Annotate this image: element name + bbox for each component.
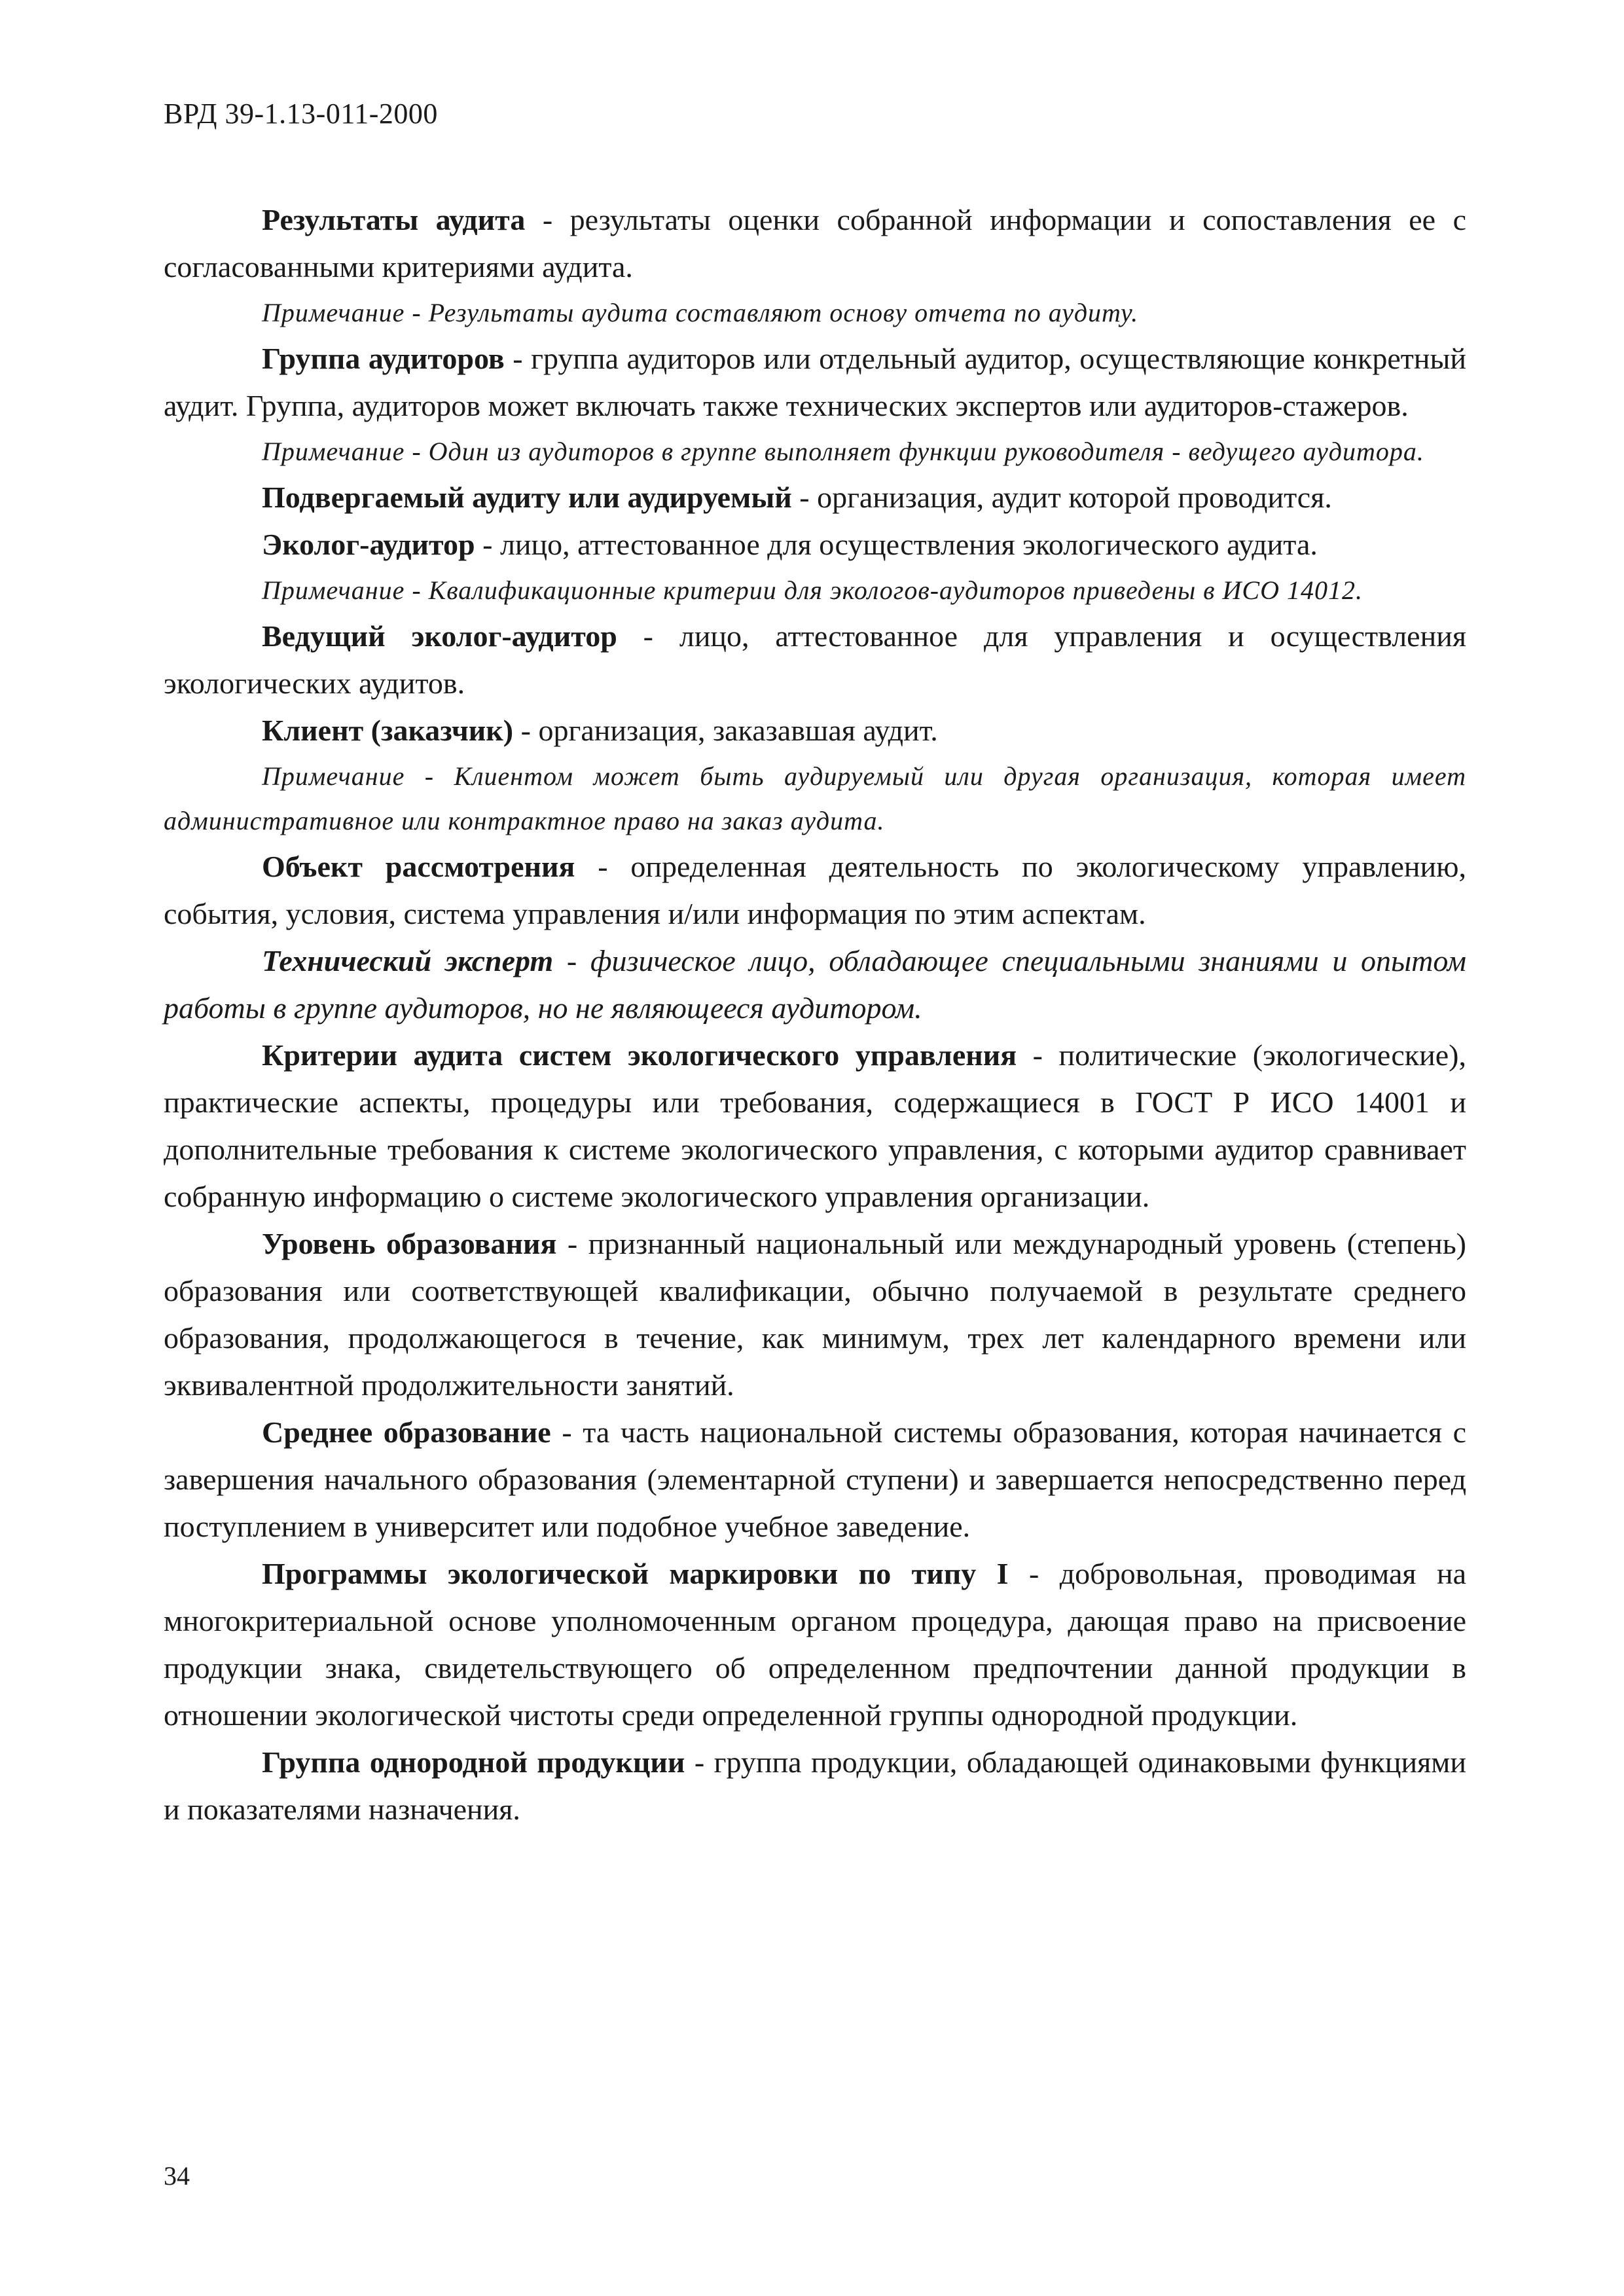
term: Группа однородной продукции (262, 1745, 685, 1779)
note-paragraph: Примечание - Один из аудиторов в группе выполняет функции руководителя - ведущего аудитора. (262, 437, 1424, 466)
document-body (164, 196, 1466, 1833)
term: Результаты аудита (262, 203, 526, 236)
term: Технический эксперт (262, 944, 554, 977)
page-number: 34 (164, 2161, 190, 2191)
definition-paragraph (164, 707, 1466, 754)
definition-paragraph (164, 474, 1466, 521)
definition-text: - группа продукции, обладающей одинаковыми функциями и показателями назначения. (164, 1745, 1466, 1826)
term: Уровень образования (262, 1227, 557, 1260)
term: Программы экологической маркировки по типу I (262, 1557, 1009, 1590)
definition-paragraph (164, 1409, 1466, 1550)
definition-paragraph (164, 613, 1466, 707)
definition-text: - политические (экологические), практические аспекты, процедуры или требования, содержащиеся в ГОСТ Р ИСО 14001 и дополнительные требования к системе экологического управления, с которыми аудитор сравнивает собранную информацию о системе экологического управления организации. (164, 1038, 1467, 1213)
definition-text: - физическое лицо, обладающее специальными знаниями и опытом работы в группе аудиторов, но не являющееся аудитором. (164, 944, 1467, 1025)
definition-paragraph (164, 521, 1466, 568)
term: Среднее образование (262, 1415, 551, 1449)
term: Клиент (заказчик) (262, 714, 514, 747)
note-paragraph: Примечание - Квалификационные критерии для экологов-аудиторов приведены в ИСО 14012. (262, 575, 1363, 605)
definition-text: - организация, аудит которой проводится. (791, 481, 1332, 514)
definition-text: - определенная деятельность по экологическому управлению, события, условия, система управления и/или информация по этим аспектам. (164, 850, 1466, 930)
term: Эколог-аудитор (262, 528, 475, 561)
definition-paragraph (164, 1739, 1466, 1833)
definition-text: - лицо, аттестованное для управления и осуществления экологических аудитов. (164, 619, 1466, 700)
note-paragraph: Примечание - Результаты аудита составляют основу отчета по аудиту. (262, 298, 1139, 327)
definition-paragraph (164, 938, 1466, 1032)
definition-paragraph (164, 843, 1466, 938)
definition-paragraph (164, 335, 1466, 429)
term: Группа аудиторов (262, 342, 505, 375)
definition-paragraph (164, 1220, 1466, 1409)
definition-text: - добровольная, проводимая на многокритериальной основе уполномоченным органом процедура, дающая право на присвоение продукции знака, свидетельствующего об определенном предпочтении данной продукции в отношении экологической чистоты среди определенной группы однородной продукции. (164, 1557, 1466, 1732)
document-code: ВРД 39-1.13-011-2000 (164, 98, 438, 130)
definition-text: - организация, заказавшая аудит. (513, 714, 938, 747)
definition-text: - лицо, аттестованное для осуществления экологического аудита. (475, 528, 1318, 561)
term: Критерии аудита систем экологического управления (262, 1038, 1017, 1072)
definition-text: - та часть национальной системы образования, которая начинается с завершения начального образования (элементарной ступени) и завершается непосредственно перед поступлением в университет или подобное учебное заведение. (164, 1415, 1466, 1543)
definition-text: - признанный национальный или международный уровень (степень) образования или соответствующей квалификации, обычно получаемой в результате среднего образования, продолжающегося в течение, как минимум, трех лет календарного времени или эквивалентной продолжительности занятий. (164, 1227, 1466, 1402)
note-paragraph: Примечание - Клиентом может быть аудируемый или другая организация, которая имеет административное или контрактное право на заказ аудита. (164, 761, 1466, 835)
definition-text: - группа аудиторов или отдельный аудитор, осуществляющие конкретный аудит. Группа, аудиторов может включать также технических экспертов или аудиторов-стажеров. (164, 342, 1466, 422)
definition-paragraph (164, 196, 1466, 291)
term: Ведущий эколог-аудитор (262, 619, 617, 653)
term: Объект рассмотрения (262, 850, 575, 883)
definition-text: - результаты оценки собранной информации и сопоставления ее с согласованными критериями аудита. (164, 203, 1466, 283)
definition-paragraph (164, 1032, 1466, 1220)
term: Подвергаемый аудиту или аудируемый (262, 481, 792, 514)
definition-paragraph (164, 1550, 1466, 1739)
